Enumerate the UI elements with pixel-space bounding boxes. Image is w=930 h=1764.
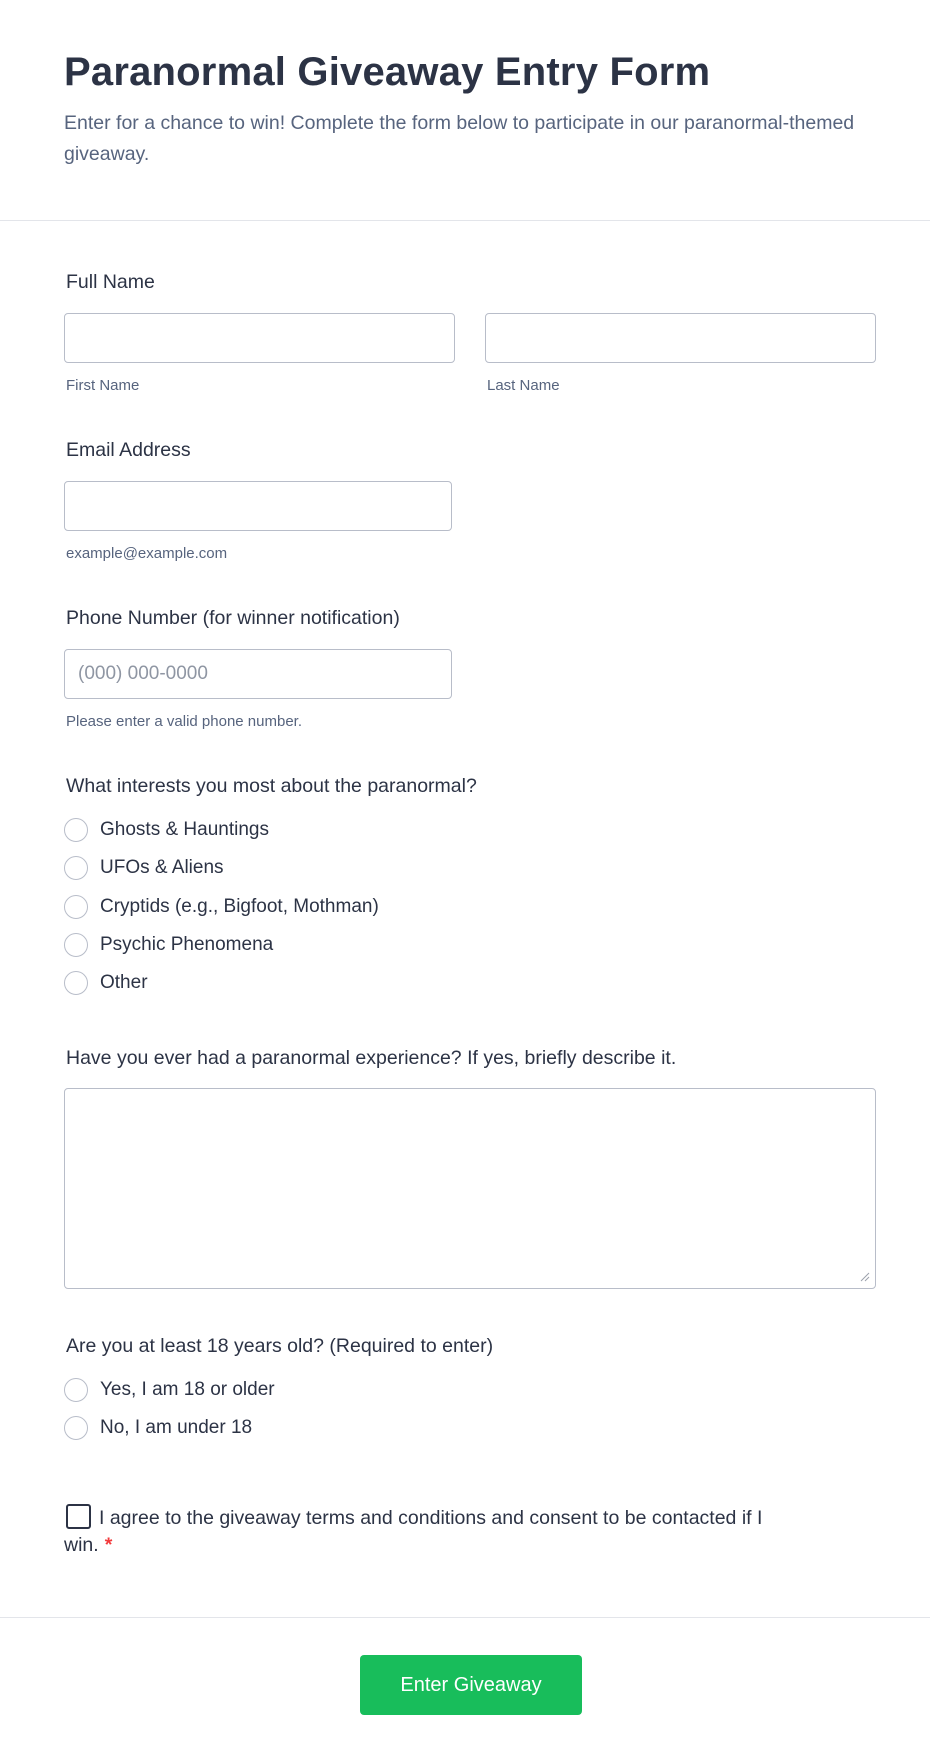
- last-name-sublabel: Last Name: [487, 377, 560, 394]
- age-label: Are you at least 18 years old? (Required to enter): [66, 1335, 494, 1357]
- email-input[interactable]: [64, 481, 452, 531]
- resize-handle-icon[interactable]: [860, 1272, 870, 1282]
- phone-sublabel: Please enter a valid phone number.: [66, 713, 302, 730]
- radio-label: Psychic Phenomena: [100, 934, 274, 955]
- experience-label: Have you ever had a paranormal experience? If yes, briefly describe it.: [66, 1047, 677, 1069]
- interest-option-cryptids[interactable]: [64, 894, 379, 920]
- full-name-label: Full Name: [66, 271, 155, 293]
- interest-option-other[interactable]: [64, 970, 148, 996]
- interests-label: What interests you most about the paranormal?: [66, 775, 477, 797]
- enter-giveaway-button[interactable]: Enter Giveaway: [360, 1655, 582, 1715]
- radio-button[interactable]: [64, 818, 88, 842]
- radio-label: Yes, I am 18 or older: [100, 1379, 275, 1400]
- age-option-no[interactable]: [64, 1415, 252, 1441]
- interest-option-ghosts[interactable]: [64, 817, 269, 843]
- required-asterisk: *: [104, 1534, 113, 1556]
- first-name-input[interactable]: [64, 313, 455, 363]
- radio-button[interactable]: [64, 856, 88, 880]
- radio-label: Ghosts & Hauntings: [100, 819, 269, 840]
- radio-label: UFOs & Aliens: [100, 857, 224, 878]
- radio-button[interactable]: [64, 895, 88, 919]
- radio-button[interactable]: [64, 1416, 88, 1440]
- phone-input[interactable]: [64, 649, 452, 699]
- age-option-yes[interactable]: [64, 1377, 275, 1403]
- interest-option-psychic[interactable]: [64, 932, 273, 958]
- email-sublabel: example@example.com: [66, 545, 228, 562]
- interest-option-ufos[interactable]: [64, 855, 224, 881]
- radio-label: No, I am under 18: [100, 1417, 253, 1438]
- terms-agreement[interactable]: [64, 1504, 764, 1559]
- page-subtitle: Enter for a chance to win! Complete the form below to participate in our paranormal-themed giveaway.: [64, 112, 855, 165]
- terms-checkbox[interactable]: [66, 1504, 91, 1529]
- radio-label: Cryptids (e.g., Bigfoot, Mothman): [100, 896, 379, 917]
- radio-button[interactable]: [64, 971, 88, 995]
- first-name-sublabel: First Name: [66, 377, 140, 394]
- phone-label: Phone Number (for winner notification): [66, 607, 400, 629]
- radio-label: Other: [100, 972, 148, 993]
- terms-text: I agree to the giveaway terms and conditions and consent to be contacted if I win.: [64, 1507, 763, 1556]
- radio-button[interactable]: [64, 933, 88, 957]
- radio-button[interactable]: [64, 1378, 88, 1402]
- last-name-input[interactable]: [485, 313, 876, 363]
- form-header: [0, 0, 930, 221]
- page-title: Paranormal Giveaway Entry Form: [64, 50, 711, 94]
- email-label: Email Address: [66, 439, 191, 461]
- experience-textarea[interactable]: [64, 1088, 876, 1289]
